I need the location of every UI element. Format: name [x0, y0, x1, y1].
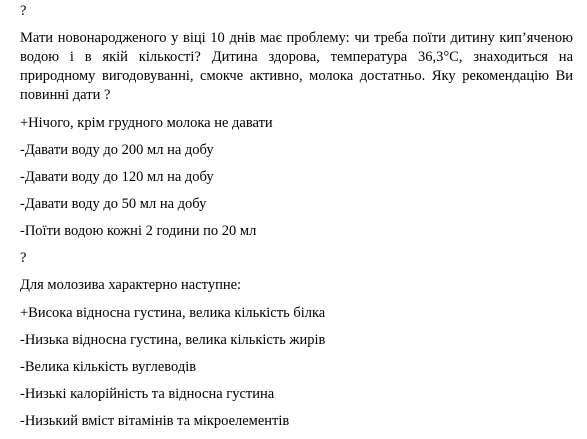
- answer-option: -Низька відносна густина, велика кількість жирів: [20, 332, 326, 348]
- question-text: Мати новонародженого у віці 10 днів має проблему: чи треба поїти дитину кип’яченою водою і в якій кількості? Дитина здорова, температура 36,3°С, знаходиться на природному вигодовуванні, смокче активно, молока достатньо. Яку рекомендацію Ви повинні дати ?: [20, 30, 573, 103]
- answer-option: -Велика кількість вуглеводів: [20, 359, 197, 375]
- answer-option-correct: +Нічого, крім грудного молока не давати: [20, 115, 273, 131]
- question-marker: ?: [20, 3, 27, 19]
- question-text: Для молозива характерно наступне:: [20, 277, 242, 293]
- answer-option: -Низький вміст вітамінів та мікроелементів: [20, 413, 290, 429]
- answer-option: -Давати воду до 50 мл на добу: [20, 196, 207, 212]
- answer-option: -Давати воду до 120 мл на добу: [20, 169, 214, 185]
- answer-option: -Давати воду до 200 мл на добу: [20, 142, 214, 158]
- answer-option: -Низькі калорійність та відносна густина: [20, 386, 275, 402]
- question-marker: ?: [20, 250, 27, 266]
- answer-option-correct: +Висока відносна густина, велика кількість білка: [20, 305, 326, 321]
- document-body: [20, 2, 573, 439]
- answer-option: -Поїти водою кожні 2 години по 20 мл: [20, 223, 257, 239]
